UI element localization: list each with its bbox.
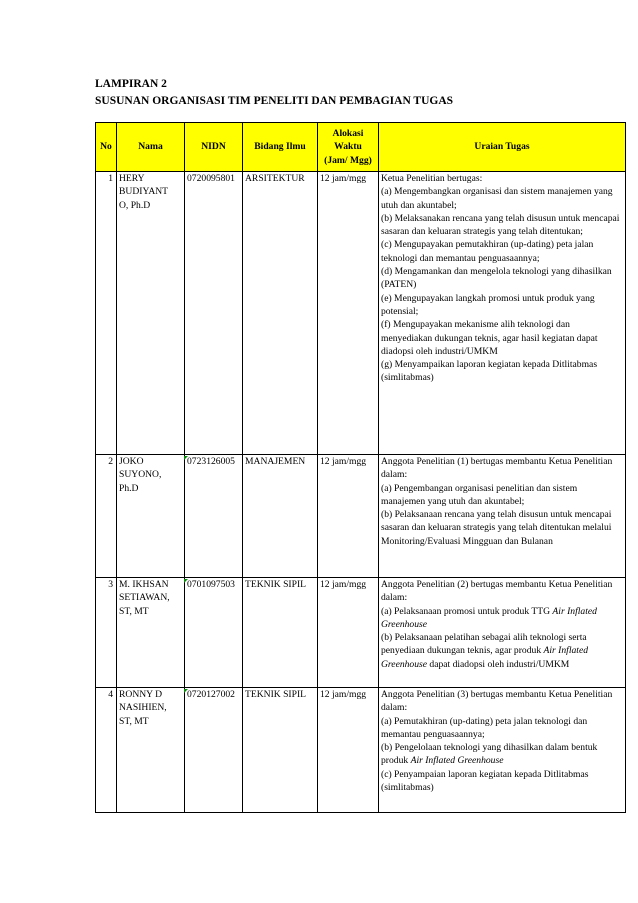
header-alokasi-line: (Jam/ Mgg) [324, 154, 372, 166]
row-number: 1 [96, 172, 117, 455]
header-bidang-ilmu: Bidang Ilmu [243, 123, 318, 172]
name-line: SETIAWAN, [119, 592, 170, 604]
name-line: NASIHIEN, [119, 702, 167, 714]
task-line: Anggota Penelitian (3) bertugas membantu Ketua Penelitian dalam: [381, 689, 613, 714]
member-nidn [185, 578, 243, 688]
table-title: SUSUNAN ORGANISASI TIM PENELITI DAN PEMBAGIAN TUGAS [95, 95, 454, 107]
comment-marker-icon [184, 689, 188, 693]
member-bidang: MANAJEMEN [243, 455, 318, 578]
task-text: dapat diadopsi oleh industri/UMKM [427, 658, 570, 670]
name-line: ST, MT [119, 715, 149, 727]
document-heading [95, 76, 453, 110]
task-line: (a) Mengembangkan organisasi dan sistem manajemen yang utuh dan akuntabel; [381, 186, 613, 211]
comment-marker-icon [184, 579, 188, 583]
table-row [96, 172, 626, 455]
member-nidn [185, 688, 243, 813]
header-alokasi-line: Waktu [334, 141, 362, 153]
task-line: (a) Pemutakhiran (up-dating) peta jalan teknologi dan memantau penguasaannya; [381, 715, 588, 740]
name-line: HERY [119, 173, 145, 184]
row-number: 3 [96, 578, 117, 688]
name-line: SUYONO, [119, 469, 162, 481]
member-tasks [379, 172, 626, 455]
row-number: 2 [96, 455, 117, 578]
product-name: Air Inflated Greenhouse [410, 755, 504, 767]
header-nidn: NIDN [185, 123, 243, 172]
comment-marker-icon [184, 456, 188, 460]
product-name: Air Inflated Greenhouse [381, 605, 597, 630]
header-uraian-tugas: Uraian Tugas [379, 123, 626, 172]
name-line: ST, MT [119, 605, 149, 617]
task-line: (e) Mengupayakan langkah promosi untuk produk yang potensial; [381, 292, 595, 317]
member-name [117, 172, 185, 455]
member-alokasi: 12 jam/mgg [318, 688, 379, 813]
member-bidang: ARSITEKTUR [243, 172, 318, 455]
organization-table [95, 122, 626, 813]
member-bidang: TEKNIK SIPIL [243, 578, 318, 688]
task-text: (a) Pelaksanaan promosi untuk produk TTG [381, 605, 553, 617]
task-line: (c) Mengupayakan pemutakhiran (up-dating) peta jalan teknologi dan memantau penguasaannya; [381, 239, 594, 264]
member-nidn [185, 455, 243, 578]
task-line: (g) Menyampaikan laporan kegiatan kepada Ditlitabmas (simlitabmas) [381, 359, 598, 384]
task-line [381, 741, 623, 768]
member-tasks [379, 688, 626, 813]
task-line [381, 605, 623, 632]
member-alokasi: 12 jam/mgg [318, 455, 379, 578]
table-row [96, 455, 626, 578]
table-row [96, 688, 626, 813]
header-alokasi-line: Alokasi [332, 128, 364, 140]
product-name: Air Inflated Greenhouse [381, 645, 589, 670]
task-line: (a) Pengembangan organisasi penelitian dan sistem manajemen yang utuh dan akuntabel; [381, 482, 578, 507]
appendix-title: LAMPIRAN 2 [95, 78, 167, 90]
task-line: Anggota Penelitian (2) bertugas membantu Ketua Penelitian dalam: [381, 579, 613, 604]
member-name [117, 578, 185, 688]
task-line: (c) Penyampaian laporan kegiatan kepada Ditlitabmas (simlitabmas) [381, 768, 589, 794]
name-line: Ph.D [119, 482, 139, 494]
table-row [96, 578, 626, 688]
name-line: M. IKHSAN [119, 579, 169, 590]
nidn-value: 0701097503 [187, 579, 235, 590]
member-name [117, 455, 185, 578]
task-text: (b) Pelaksanaan pelatihan sebagai alih teknologi serta penyediaan dukungan teknis, agar produk [381, 632, 587, 657]
member-tasks [379, 455, 626, 578]
member-name [117, 688, 185, 813]
task-line: (b) Pelaksanaan rencana yang telah disusun untuk mencapai sasaran dan keluaran strategis yang telah ditentukan melalui Monitoring/Evaluasi Mingguan dan Bulanan [381, 509, 612, 547]
task-text: (b) Pengelolaan teknologi yang dihasilkan dalam bentuk produk [381, 742, 598, 767]
member-alokasi: 12 jam/mgg [318, 578, 379, 688]
row-number: 4 [96, 688, 117, 813]
nidn-value: 0720127002 [187, 689, 235, 700]
task-line: Anggota Penelitian (1) bertugas membantu Ketua Penelitian dalam: [381, 456, 613, 481]
task-line [381, 631, 623, 671]
name-line: BUDIYANT [119, 186, 169, 198]
task-line: (b) Melaksanakan rencana yang telah disusun untuk mencapai sasaran dan keluaran strategis yang telah ditentukan; [381, 212, 620, 238]
header-no: No [96, 123, 117, 172]
member-alokasi: 12 jam/mgg [318, 172, 379, 455]
name-line: O, Ph.D [119, 199, 151, 211]
nidn-value: 0723126005 [187, 456, 235, 467]
name-line: RONNY D [119, 689, 163, 700]
member-tasks [379, 578, 626, 688]
name-line: JOKO [119, 456, 144, 467]
member-bidang: TEKNIK SIPIL [243, 688, 318, 813]
task-line: (f) Mengupayakan mekanisme alih teknologi dan menyediakan dukungan teknis, agar hasil kegiatan dapat diadopsi oleh industri/UMKM [381, 319, 598, 357]
task-line: Ketua Penelitian bertugas: [381, 173, 483, 184]
member-nidn: 0720095801 [185, 172, 243, 455]
header-alokasi-waktu [318, 123, 379, 172]
task-line: (d) Mengamankan dan mengelola teknologi yang dihasilkan (PATEN) [381, 266, 612, 291]
header-nama: Nama [117, 123, 185, 172]
header-row [96, 123, 626, 172]
